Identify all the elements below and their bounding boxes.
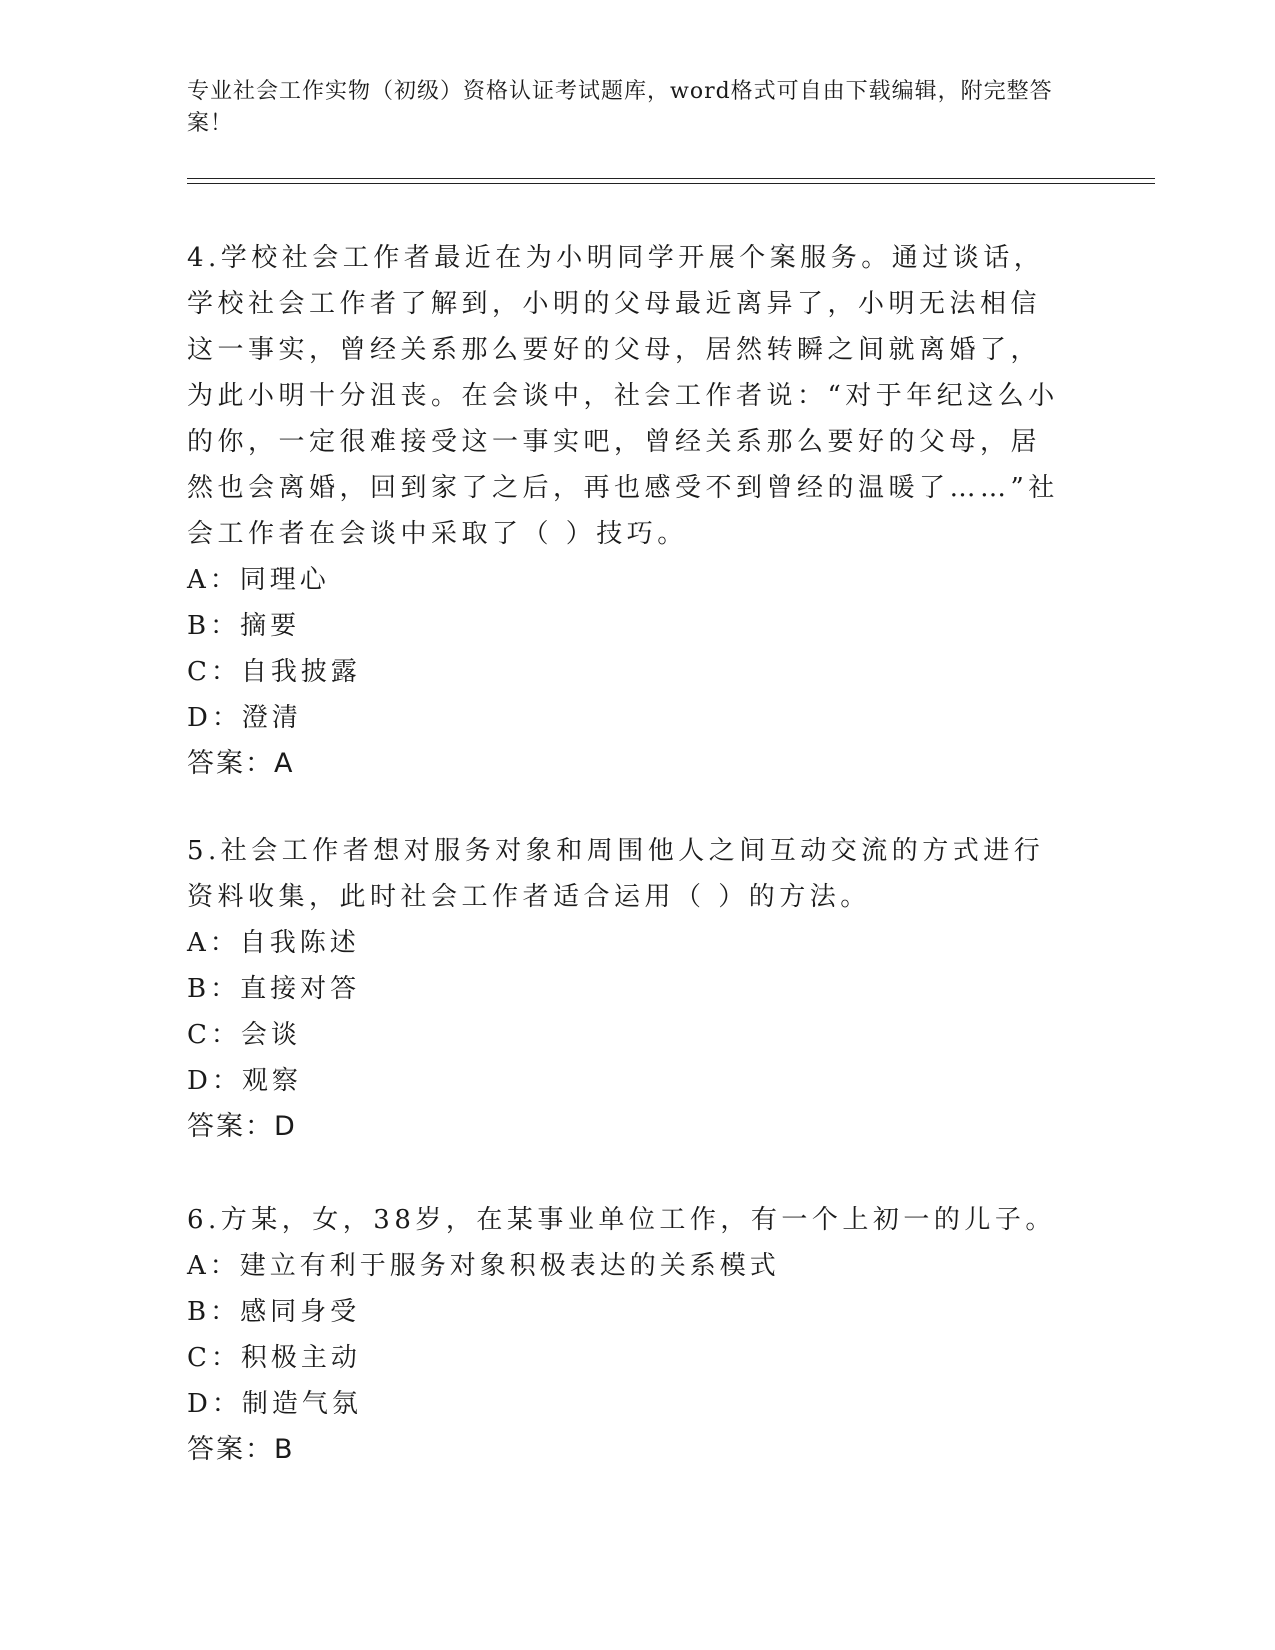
header-divider-bottom [187, 183, 1155, 184]
question-stem: 6.方某，女，38岁，在某事业单位工作，有一个上初一的儿子。 [187, 1205, 1056, 1235]
option-b: B：摘要 [187, 611, 301, 641]
option-d: D：制造气氛 [187, 1389, 362, 1419]
option-c: C：会谈 [187, 1020, 301, 1050]
option-a: A：自我陈述 [187, 928, 360, 958]
answer-line: 答案：D [187, 1111, 297, 1142]
question-5 [187, 828, 1067, 1150]
answer-line: 答案：A [187, 748, 295, 779]
option-a: A：建立有利于服务对象积极表达的关系模式 [187, 1251, 780, 1281]
option-b: B：直接对答 [187, 974, 361, 1004]
option-b: B：感同身受 [187, 1297, 361, 1327]
option-c: C：自我披露 [187, 657, 361, 687]
document-header: 专业社会工作实物（初级）资格认证考试题库，word格式可自由下载编辑，附完整答案！ [187, 79, 1053, 136]
question-stem: 4.学校社会工作者最近在为小明同学开展个案服务。通过谈话，学校社会工作者了解到，小明的父母最近离异了，小明无法相信这一事实，曾经关系那么要好的父母，居然转瞬之间就离婚了，为此小明十分沮丧。在会谈中，社会工作者说：“对于年纪这么小的你，一定很难接受这一事实吧，曾经关系那么要好的父母，居然也会离婚，回到家了之后，再也感受不到曾经的温暖了……”社会工作者在会谈中采取了（ ）技巧。 [187, 243, 1059, 549]
option-c: C：积极主动 [187, 1343, 361, 1373]
question-6 [187, 1197, 1067, 1473]
question-stem: 5.社会工作者想对服务对象和周围他人之间互动交流的方式进行资料收集，此时社会工作者适合运用（ ）的方法。 [187, 836, 1045, 912]
option-d: D：观察 [187, 1066, 302, 1096]
header-divider-top [187, 178, 1155, 179]
question-4 [187, 235, 1067, 787]
option-d: D：澄清 [187, 703, 302, 733]
option-a: A：同理心 [187, 565, 330, 595]
answer-line: 答案：B [187, 1434, 295, 1465]
